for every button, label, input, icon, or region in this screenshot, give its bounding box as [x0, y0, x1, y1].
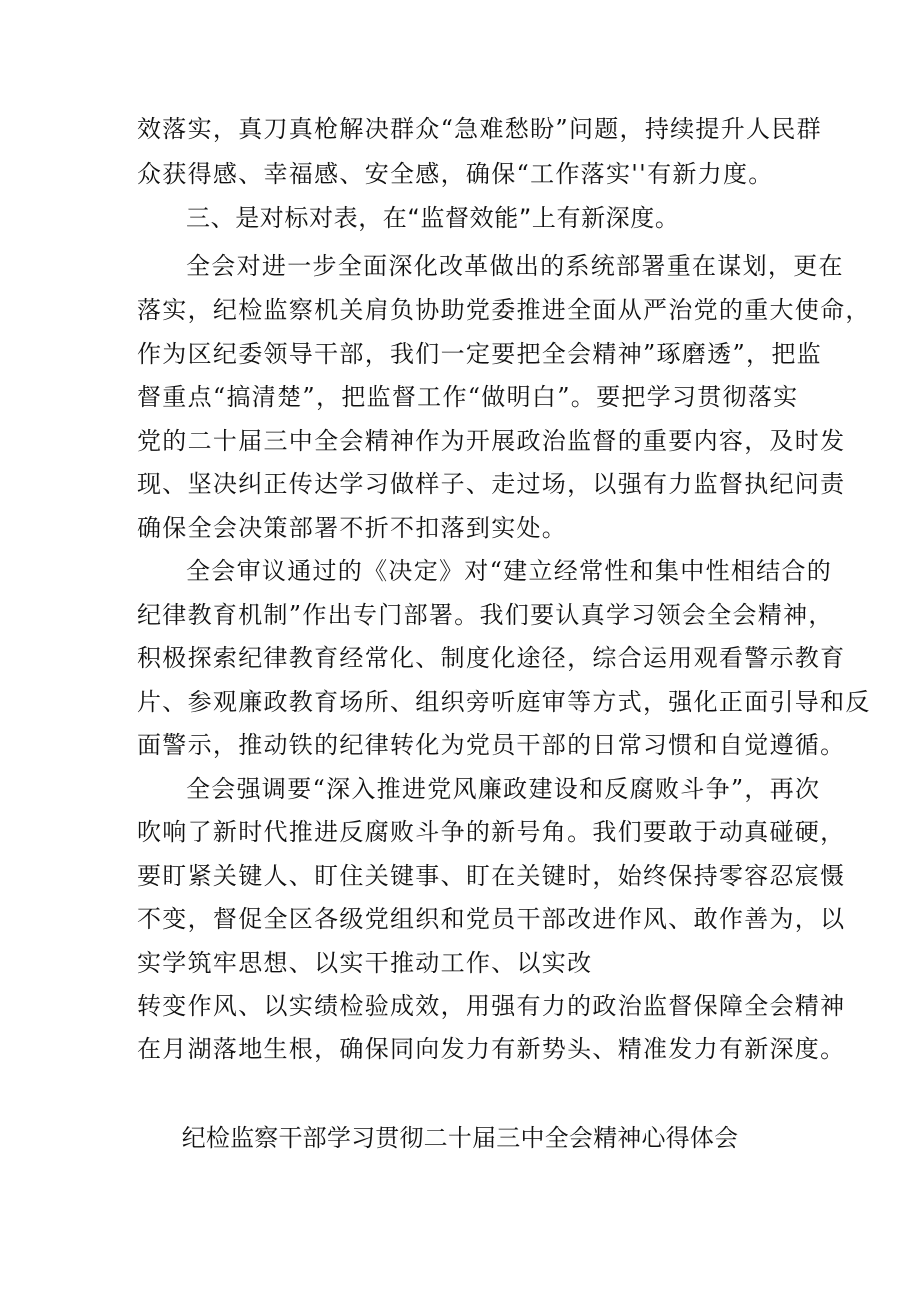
- paragraph-2-line-1: 全会审议通过的《决定》对“建立经常性和集中性相结合的: [186, 557, 833, 585]
- paragraph-1-line-1: 全会对进一步全面深化改革做出的系统部署重在谋划，更在: [186, 252, 844, 280]
- paragraph-2-line-2: 纪律教育机制”作出专门部署。我们要认真学习领会全会精神，: [137, 601, 834, 629]
- paragraph-3-line-5: 实学筑牢思想、以实干推动工作、以实改: [137, 949, 593, 977]
- paragraph-3-line-2: 吹响了新时代推进反腐败斗争的新号角。我们要敢于动真碰硬，: [137, 818, 846, 846]
- paragraph-2-line-5: 面警示，推动铁的纪律转化为党员干部的日常习惯和自觉遵循。: [137, 731, 846, 759]
- paragraph-1-line-4: 督重点“搞清楚”，把监督工作“做明白”。要把学习贯彻落实: [137, 383, 799, 411]
- paragraph-3-line-4: 不变，督促全区各级党组织和党员干部改进作风、敢作善为，以: [137, 905, 846, 933]
- next-document-title: 纪检监察干部学习贯彻二十届三中全会精神心得体会: [181, 1124, 739, 1152]
- paragraph-2-line-4: 片、参观廉政教育场所、组织旁听庭审等方式，强化正面引导和反: [137, 688, 871, 716]
- paragraph-1-line-2: 落实，纪检监察机关肩负协助党委推进全面从严治党的重大使命，: [137, 296, 871, 324]
- paragraph-3-line-3: 要盯紧关键人、盯住关键事、盯在关键时，始终保持零容忍宸慑: [137, 862, 846, 890]
- paragraph-1-line-5: 党的二十届三中全会精神作为开展政治监督的重要内容，及时发: [137, 427, 846, 455]
- paragraph-2-line-3: 积极探索纪律教育经常化、制度化途径，综合运用观看警示教育: [137, 644, 846, 672]
- intro-line-2: 众获得感、幸福感、安全感，确保“工作落实''有新力度。: [137, 160, 774, 188]
- intro-line-1: 效落实，真刀真枪解决群众“急难愁盼”问题，持续提升人民群: [137, 115, 822, 143]
- paragraph-3-line-1: 全会强调要“深入推进党风廉政建设和反腐败斗争”，再次: [186, 775, 821, 803]
- paragraph-3-line-6: 转变作风、以实绩检验成效，用强有力的政治监督保障全会精神: [137, 992, 846, 1020]
- paragraph-3-line-7: 在月湖落地生根，确保同向发力有新势头、精准发力有新深度。: [137, 1035, 846, 1063]
- paragraph-1-line-7: 确保全会决策部署不折不扣落到实处。: [137, 514, 568, 542]
- paragraph-1-line-3: 作为区纪委领导干部，我们一定要把全会精神”琢磨透”，把监: [137, 340, 822, 368]
- section-heading: 三、是对标对表，在“监督效能”上有新深度。: [186, 204, 680, 232]
- paragraph-1-line-6: 现、坚决纠正传达学习做样子、走过场，以强有力监督执纪问责: [137, 470, 846, 498]
